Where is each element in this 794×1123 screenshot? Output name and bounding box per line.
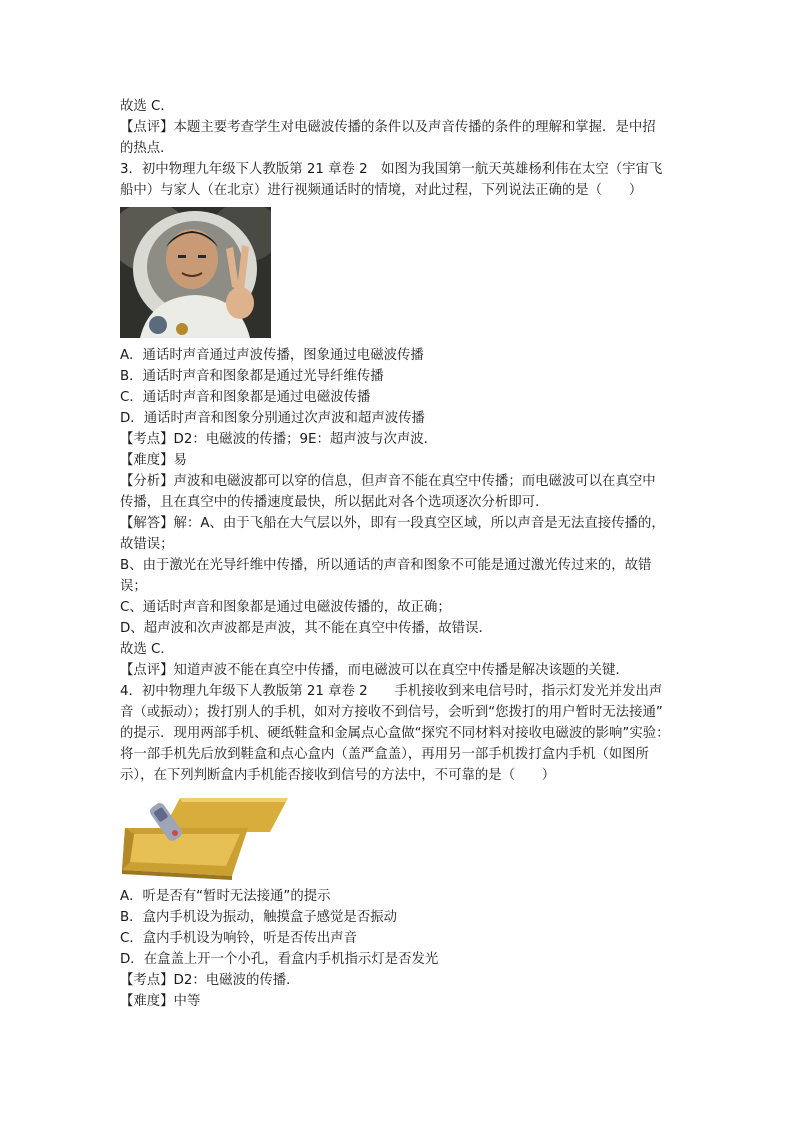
kaodian: 【考点】D2：电磁波的传播；9E：超声波与次声波． [120, 432, 438, 447]
answer: 【解答】解：A、由于飞船在大气层以外，即有一段真空区域，所以声音是无法直接传播的， [120, 516, 665, 531]
difficulty: 【难度】易 [120, 453, 187, 468]
question-3-stem: 船中）与家人（在北京）进行视频通话时的情境，对此过程，下列说法正确的是（ ） [120, 183, 643, 198]
question-4-stem: 示），在下列判断盒内手机能否接收到信号的方法中，不可靠的是（ ） [120, 768, 556, 783]
option-a: A．通话时声音通过声波传播，图象通过电磁波传播 [120, 348, 424, 363]
answer: D、超声波和次声波都是声波，其不能在真空中传播，故错误． [120, 621, 492, 636]
answer: 故错误； [120, 537, 174, 552]
answer: B、由于激光在光导纤维中传播，所以通话的声音和图象不可能是通过激光传过来的，故错 [120, 558, 652, 573]
phone-in-box-image [120, 790, 290, 882]
answer: 故选 C． [120, 642, 174, 657]
answer: C、通话时声音和图象都是通过电磁波传播的，故正确； [120, 600, 451, 615]
option-d: D．在盒盖上开一个小孔，看盒内手机指示灯是否发光 [120, 952, 439, 967]
question-4-stem: 的提示．现用两部手机、硬纸鞋盒和金属点心盒做“探究不同材料对接收电磁波的影响”实验： [120, 726, 670, 741]
analysis: 【分析】声波和电磁波都可以穿的信息，但声音不能在真空中传播；而电磁波可以在真空中 [120, 474, 656, 489]
option-d: D．通话时声音和图象分别通过次声波和超声波传播 [120, 411, 425, 426]
analysis: 传播，且在真空中的传播速度最快，所以据此对各个选项逐次分析即可． [120, 495, 549, 510]
kaodian: 【考点】D2：电磁波的传播． [120, 973, 300, 988]
option-b: B．通话时声音和图象都是通过光导纤维传播 [120, 369, 384, 384]
option-c: C．盒内手机设为响铃，听是否传出声音 [120, 931, 357, 946]
option-c: C．通话时声音和图象都是通过电磁波传播 [120, 390, 371, 405]
question-3-stem: 3．初中物理九年级下人教版第 21 章卷 2 如图为我国第一航天英雄杨利伟在太空（宇宙飞 [120, 162, 663, 177]
text-line: 【点评】本题主要考查学生对电磁波传播的条件以及声音传播的条件的理解和掌握．是中招 [120, 120, 656, 135]
question-4-stem: 4．初中物理九年级下人教版第 21 章卷 2 手机接收到来电信号时，指示灯发光并发出声 [120, 684, 663, 699]
text-line: 故选 C． [120, 99, 174, 114]
option-a: A．听是否有“暂时无法接通”的提示 [120, 889, 331, 904]
question-4-stem: 将一部手机先后放到鞋盒和点心盒内（盖严盒盖），再用另一部手机拨打盒内手机（如图所 [120, 747, 649, 762]
comment: 【点评】知道声波不能在真空中传播，而电磁波可以在真空中传播是解决该题的关键． [120, 663, 629, 678]
astronaut-video-call-image [120, 207, 271, 338]
question-4-stem: 音（或振动）；拨打别人的手机，如对方接收不到信号，会听到“您拨打的用户暂时无法接通” [120, 705, 663, 720]
option-b: B．盒内手机设为振动，触摸盒子感觉是否振动 [120, 910, 397, 925]
answer: 误； [120, 579, 147, 594]
text-line: 的热点． [120, 141, 174, 156]
difficulty: 【难度】中等 [120, 994, 201, 1009]
